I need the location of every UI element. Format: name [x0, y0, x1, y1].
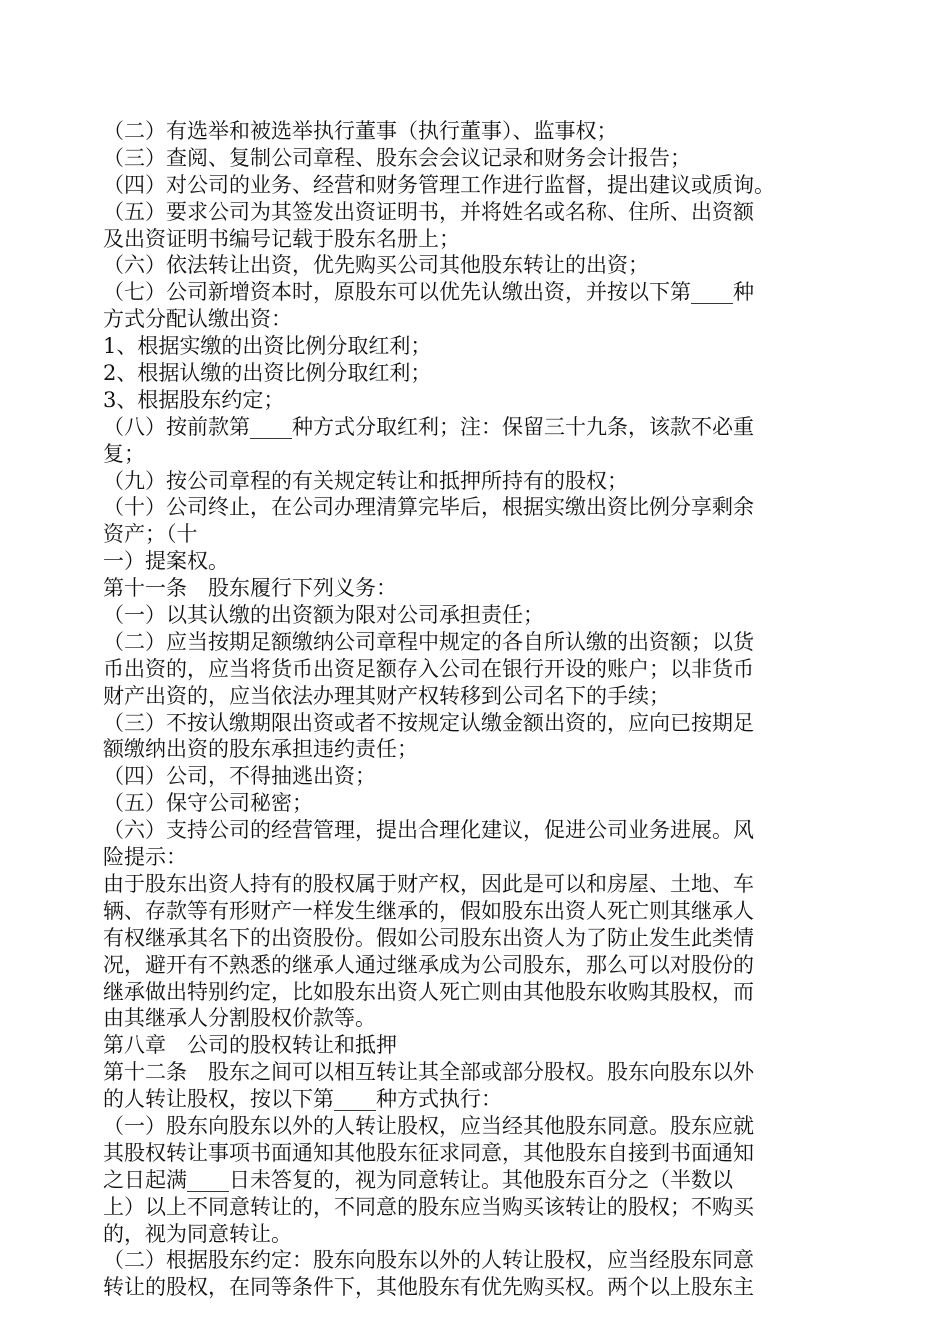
text-line: （十）公司终止，在公司办理清算完毕后，根据实缴出资比例分享剩余	[103, 495, 754, 520]
text-line: （一）以其认缴的出资额为限对公司承担责任；	[103, 603, 544, 628]
text-line: 由于股东出资人持有的股权属于财产权，因此是可以和房屋、土地、车	[103, 871, 754, 896]
text-line: 1、根据实缴的出资比例分取红利；	[103, 334, 432, 359]
document-page	[103, 118, 855, 1301]
text-line: 的，视为同意转让。	[103, 1221, 292, 1246]
text-line: 转让的股权，在同等条件下，其他股东有优先购买权。两个以上股东主	[103, 1275, 754, 1300]
text-line: 的人转让股权，按以下第____种方式执行：	[103, 1087, 502, 1112]
text-line: （八）按前款第____种方式分取红利；注：保留三十九条，该款不必重	[103, 414, 754, 439]
text-line: 况，避开有不熟悉的继承人通过继承成为公司股东，那么可以对股份的	[103, 952, 754, 977]
text-line: （四）公司，不得抽逃出资；	[103, 764, 376, 789]
text-line: （一）股东向股东以外的人转让股权，应当经其他股东同意。股东应就	[103, 1113, 754, 1138]
text-line: （三）不按认缴期限出资或者不按规定认缴金额出资的，应向已按期足	[103, 710, 754, 735]
section-heading: 第十二条 股东之间可以相互转让其全部或部分股权。股东向股东以外	[103, 1060, 754, 1085]
text-line: 2、根据认缴的出资比例分取红利；	[103, 361, 432, 386]
text-line: 其股权转让事项书面通知其他股东征求同意，其他股东自接到书面通知	[103, 1140, 754, 1165]
section-heading: 第十一条 股东履行下列义务：	[103, 576, 397, 601]
text-line: 资产；（十	[103, 522, 198, 547]
text-line: 险提示：	[103, 845, 187, 870]
text-line: （五）要求公司为其签发出资证明书，并将姓名或名称、住所、出资额	[103, 199, 754, 224]
text-line: 由其继承人分割股权价款等。	[103, 1006, 376, 1031]
text-line: （二）有选举和被选举执行董事（执行董事）、监事权；	[103, 119, 618, 143]
text-line: （三）查阅、复制公司章程、股东会会议记录和财务会计报告；	[103, 145, 691, 170]
text-line: 3、根据股东约定；	[103, 387, 285, 412]
text-line: 辆、存款等有形财产一样发生继承的，假如股东出资人死亡则其继承人	[103, 898, 754, 923]
text-line: 之日起满____日未答复的，视为同意转让。其他股东百分之（半数以	[103, 1167, 733, 1192]
text-line: 一）提案权。	[103, 549, 229, 574]
text-line: （二）根据股东约定：股东向股东以外的人转让股权，应当经股东同意	[103, 1248, 754, 1273]
text-line: 额缴纳出资的股东承担违约责任；	[103, 737, 418, 762]
chapter-heading: 第八章 公司的股权转让和抵押	[103, 1033, 397, 1058]
text-line: （六）依法转让出资，优先购买公司其他股东转让的出资；	[103, 253, 649, 278]
text-line: 继承做出特别约定，比如股东出资人死亡则由其他股东收购其股权，而	[103, 979, 754, 1004]
text-line: 财产出资的，应当依法办理其财产权转移到公司名下的手续；	[103, 683, 670, 708]
text-line: （五）保守公司秘密；	[103, 791, 313, 816]
text-line: 有权继承其名下的出资股份。假如公司股东出资人为了防止发生此类情	[103, 925, 754, 950]
text-line: （二）应当按期足额缴纳公司章程中规定的各自所认缴的出资额；以货	[103, 629, 754, 654]
text-line: 币出资的，应当将货币出资足额存入公司在银行开设的账户；以非货币	[103, 656, 754, 681]
text-line: 方式分配认缴出资：	[103, 307, 292, 332]
text-line: 复；	[103, 441, 145, 466]
text-line: （九）按公司章程的有关规定转让和抵押所持有的股权；	[103, 468, 628, 493]
text-line: 及出资证明书编号记载于股东名册上；	[103, 226, 460, 251]
text-line: （四）对公司的业务、经营和财务管理工作进行监督，提出建议或质询。	[103, 172, 775, 197]
text-line: 上）以上不同意转让的，不同意的股东应当购买该转让的股权；不购买	[103, 1194, 754, 1219]
text-line: （六）支持公司的经营管理，提出合理化建议，促进公司业务进展。风	[103, 818, 754, 843]
text-line: （七）公司新增资本时，原股东可以优先认缴出资，并按以下第____种	[103, 280, 754, 305]
